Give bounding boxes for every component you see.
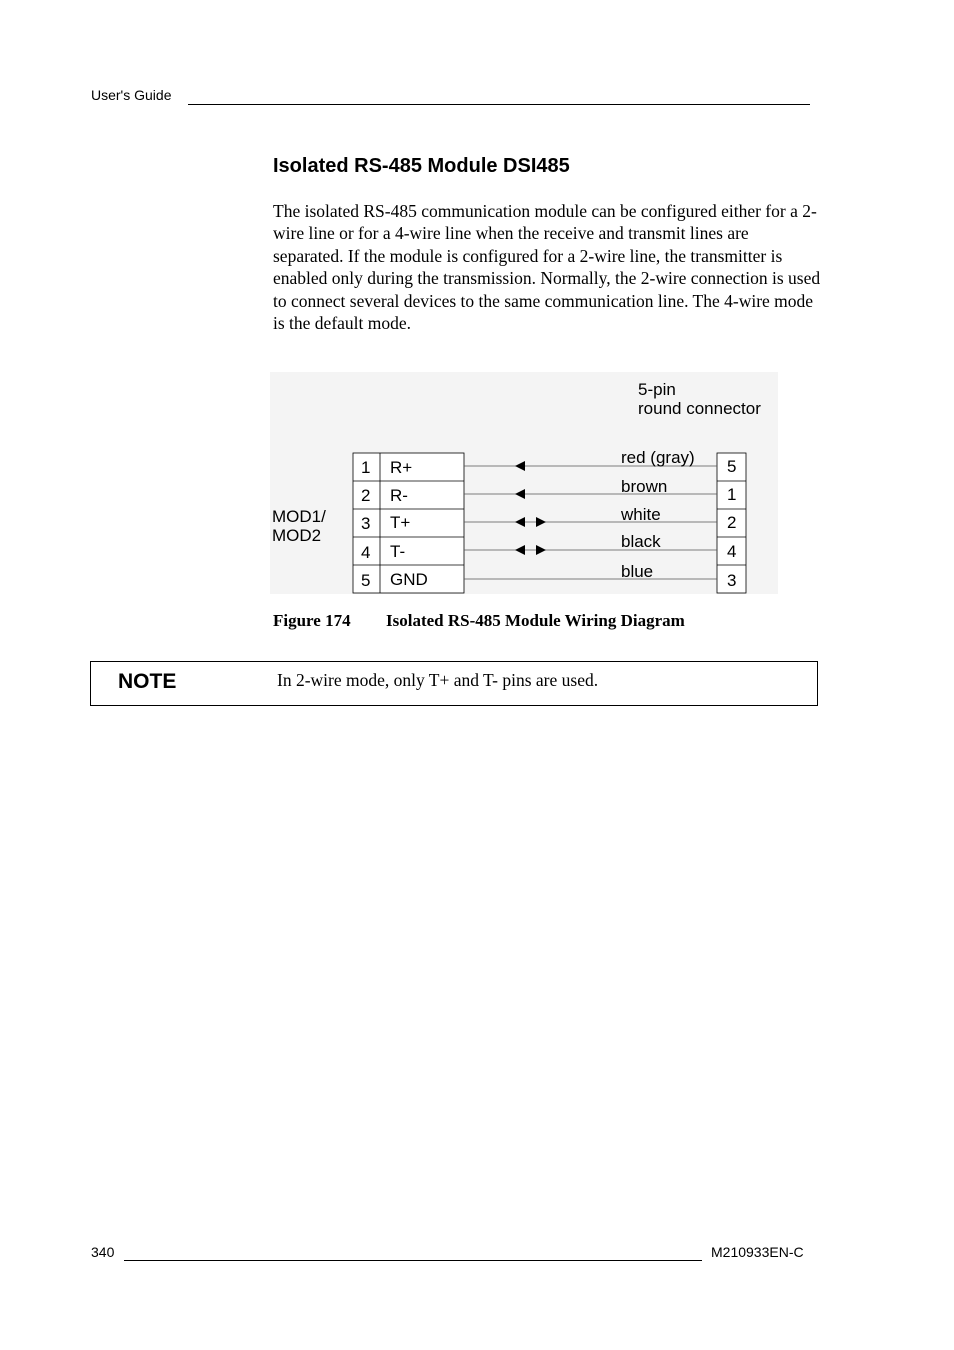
running-header — [91, 87, 171, 103]
section-title: Isolated RS-485 Module DSI485 — [273, 155, 570, 177]
connector-label-line1: 5-pin — [638, 380, 676, 399]
footer-rule — [124, 1260, 702, 1261]
figure-caption — [273, 611, 685, 631]
connector-label-line2: round connector — [638, 399, 761, 418]
connector-pin-number: 3 — [727, 571, 737, 590]
connector-pin-number: 1 — [727, 485, 737, 504]
signal-name: T- — [390, 542, 406, 561]
note-text: In 2-wire mode, only T+ and T- pins are used. — [277, 670, 599, 690]
wire-color: blue — [621, 562, 654, 581]
wiring-diagram — [270, 372, 780, 597]
signal-name: T+ — [390, 513, 411, 532]
wire-color: red (gray) — [621, 448, 695, 467]
wire-color: white — [621, 505, 661, 524]
wire-color: black — [621, 532, 661, 551]
wire-color: brown — [621, 477, 668, 496]
connector-pin-number: 2 — [727, 513, 737, 532]
module-pin-number: 3 — [361, 514, 371, 533]
header-rule — [188, 104, 810, 105]
signal-name: GND — [390, 570, 428, 589]
signal-name: R+ — [390, 458, 413, 477]
figure-title: Isolated RS-485 Module Wiring Diagram — [386, 611, 685, 630]
module-label-line1: MOD1/ — [272, 507, 326, 526]
module-pin-number: 4 — [361, 543, 371, 562]
note-box — [90, 661, 818, 706]
document-code: M210933EN-C — [711, 1244, 804, 1260]
module-pin-number: 5 — [361, 571, 371, 590]
module-pin-number: 1 — [361, 458, 371, 477]
connector-pin-number: 4 — [727, 542, 737, 561]
page-number: 340 — [91, 1244, 115, 1260]
body-paragraph: The isolated RS-485 communication module can be configured either for a 2-wire line or for a 4-wire line when the receive and transmit lines are separated. If the module is configured for a 2-wire line, the transmitter is enabled only during the transmission. Normally, the 2-wire connection is used to connect several devices to the same communication line. The 4-wire mode is the default mode. — [273, 201, 821, 334]
note-label: NOTE — [118, 670, 177, 693]
header-text: User's Guide — [91, 87, 172, 103]
module-pin-number: 2 — [361, 486, 371, 505]
figure-number: Figure 174 — [273, 611, 351, 630]
module-label-line2: MOD2 — [272, 526, 322, 545]
connector-pin-number: 5 — [727, 457, 737, 476]
signal-name: R- — [390, 486, 408, 505]
